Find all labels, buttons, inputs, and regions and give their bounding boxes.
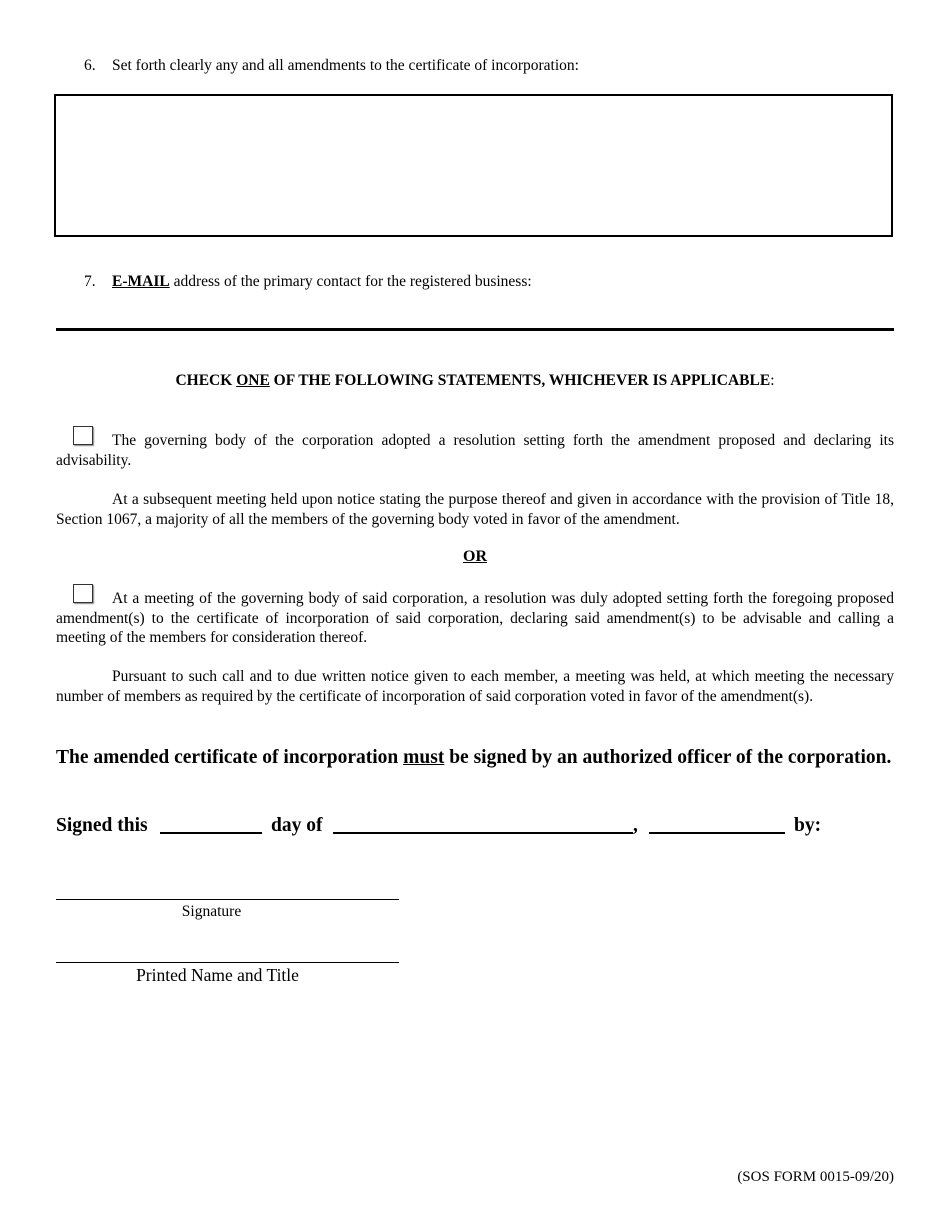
or-separator: OR [463,548,487,565]
signed-year-input[interactable] [649,832,785,834]
check-heading-one: ONE [236,372,270,389]
signature-input[interactable] [56,870,399,898]
option-2-paragraph-2: Pursuant to such call and to due written notice given to each member, a meeting was held, at which meeting the necessary number of members as required by the certificate of incorporation of said corporation voted in favor of the amendment(s). [56,668,894,705]
signed-comma: , [633,815,638,836]
must-sign-statement [56,746,894,769]
by-label: by: [794,815,822,836]
check-heading-suffix: OF THE FOLLOWING STATEMENTS, WHICHEVER IS APPLICABLE [269,372,771,389]
email-emphasis: E-MAIL [112,273,170,290]
item-6-number: 6. [84,57,96,74]
item-7-number: 7. [84,273,96,290]
day-of-label: day of [271,815,323,836]
printed-name-label: Printed Name and Title [136,965,299,985]
option-1-paragraph-2: At a subsequent meeting held upon notice stating the purpose thereof and given in accordance with the provision of Title 18, Section 1067, a majority of all the members of the governing body voted in favor of the amendment. [56,491,894,528]
check-heading-prefix: CHECK [175,372,237,389]
printed-name-line [56,962,399,963]
item-6-label: Set forth clearly any and all amendments to the certificate of incorporation: [112,57,579,74]
must-after: be signed by an authorized officer of the corporation. [444,747,892,768]
signed-day-input[interactable] [160,832,262,834]
item-7-label [112,273,532,291]
option-2-paragraph-1 [56,589,894,648]
signed-month-input[interactable] [333,832,633,834]
check-heading-colon: : [770,372,775,389]
amendments-input-box[interactable] [54,94,893,237]
form-id: (SOS FORM 0015-09/20) [737,1169,894,1185]
must-emphasis: must [403,747,445,768]
email-label-rest: address of the primary contact for the registered business: [169,273,532,290]
printed-name-input[interactable] [56,934,399,962]
email-input-line [56,328,894,331]
option-1-text-1: The governing body of the corporation adopted a resolution setting forth the amendment proposed and declaring its advisability. [56,432,894,469]
option-1-paragraph-1 [56,431,894,470]
signed-this-label: Signed this [56,815,148,836]
signature-label: Signature [181,903,242,920]
option-2-text-1: At a meeting of the governing body of said corporation, a resolution was duly adopted setting forth the foregoing proposed amendment(s) to the certificate of incorporation of said corporation, declaring said amendment(s) to be advisable and calling a meeting of the members for consideration thereof. [56,590,894,646]
check-one-heading [56,372,894,390]
must-before: The amended certificate of incorporation [56,747,404,768]
email-input[interactable] [56,300,894,324]
signature-line [56,899,399,900]
